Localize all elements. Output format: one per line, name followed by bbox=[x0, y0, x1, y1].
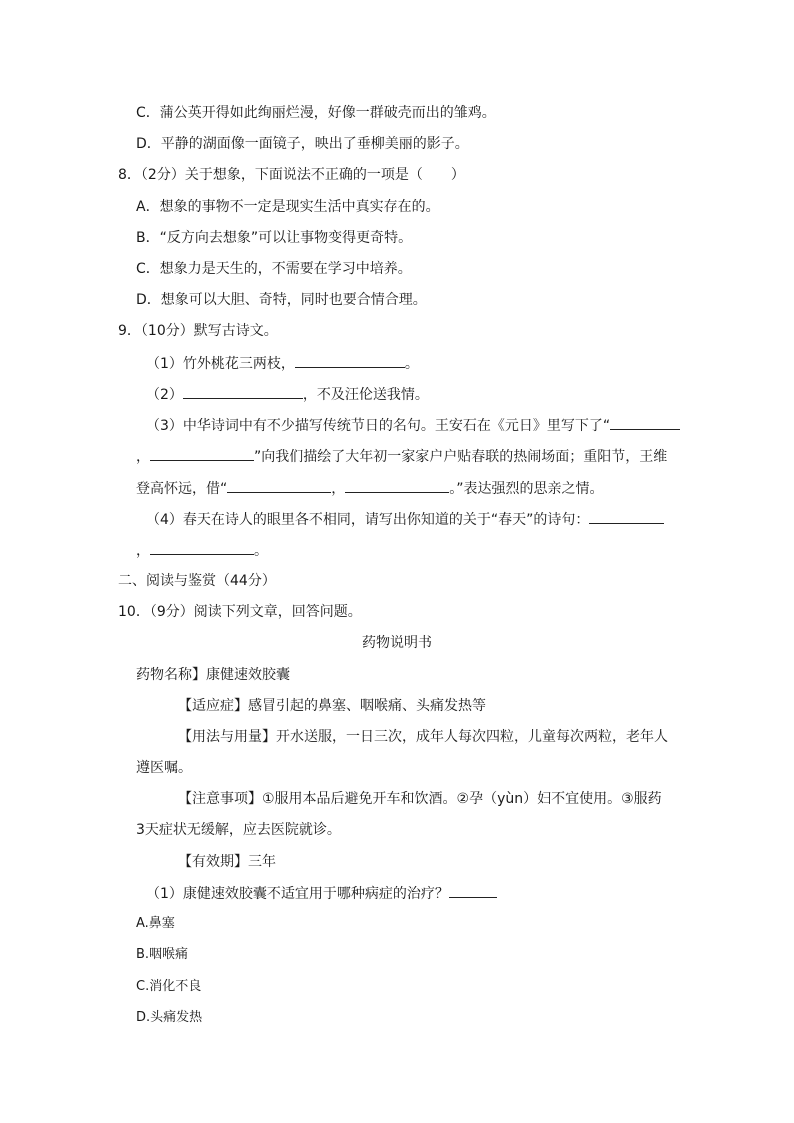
q9-item-3-line1 bbox=[146, 415, 680, 436]
q9-item-3-text: （3）中华诗词中有不少描写传统节日的名句。王安石在《元日》里写下了“ bbox=[146, 418, 611, 434]
q9-item-2-label: （2） bbox=[146, 387, 183, 403]
answer-blank[interactable] bbox=[449, 883, 497, 898]
q8-option-c: C．想象力是天生的，不需要在学习中培养。 bbox=[136, 261, 412, 277]
q9-item-4-end: 。 bbox=[254, 543, 268, 559]
q9-item-3-text2: ”向我们描绘了大年初一家家户户贴春联的热闹场面；重阳节，王维 bbox=[254, 449, 668, 465]
q9-item-2-text: ，不及汪伦送我情。 bbox=[302, 387, 429, 403]
q7-option-d: D．平静的湖面像一面镜子，映出了垂柳美丽的影子。 bbox=[136, 136, 469, 152]
q8-option-b: B．“反方向去想象”可以让事物变得更奇特。 bbox=[136, 230, 413, 246]
medicine-usage-line1: 【用法与用量】开水送服，一日三次，成年人每次四粒，儿童每次两粒，老年人 bbox=[178, 729, 668, 745]
q8-option-d: D．想象可以大胆、奇特，同时也要合情合理。 bbox=[136, 292, 427, 308]
q9-item-4-line2 bbox=[136, 540, 268, 561]
medicine-notes-line2: 3天症状无缓解，应去医院就诊。 bbox=[136, 822, 341, 838]
q8-stem: 8．（2分）关于想象，下面说法不正确的一项是（ ） bbox=[118, 167, 465, 183]
q7-option-c: C．蒲公英开得如此绚丽烂漫，好像一群破壳而出的雏鸡。 bbox=[136, 105, 496, 121]
q9-item-3-comma2: ， bbox=[331, 481, 346, 497]
q10-sub1 bbox=[146, 883, 497, 904]
answer-blank[interactable] bbox=[589, 509, 664, 524]
q10-sub1-text: （1）康健速效胶囊不适宜用于哪种病症的治疗？ bbox=[146, 886, 449, 902]
q10-option-d: D.头痛发热 bbox=[136, 1010, 203, 1025]
q9-item-3-line2 bbox=[136, 446, 667, 467]
medicine-usage-line2: 遵医嘱。 bbox=[136, 760, 192, 776]
answer-blank[interactable] bbox=[150, 540, 254, 555]
q9-item-3-text4: 。”表达强烈的思亲之情。 bbox=[449, 481, 604, 497]
q9-item-3-line3 bbox=[136, 478, 604, 499]
medicine-indication: 【适应症】感冒引起的鼻塞、咽喉痛、头痛发热等 bbox=[178, 698, 486, 714]
answer-blank[interactable] bbox=[150, 446, 254, 461]
q9-item-1-text: （1）竹外桃花三两枝， bbox=[146, 356, 295, 372]
q9-item-3-text3: 登高怀远，借“ bbox=[136, 481, 228, 497]
q9-item-1 bbox=[146, 353, 419, 374]
q9-item-4-line1 bbox=[146, 509, 664, 530]
q9-item-4-text: （4）春天在诗人的眼里各不相同，请写出你知道的关于“春天”的诗句： bbox=[146, 512, 590, 528]
medicine-notes-line1: 【注意事项】①服用本品后避免开车和饮酒。②孕（yùn）妇不宜使用。③服药 bbox=[178, 791, 662, 807]
q10-option-a: A.鼻塞 bbox=[136, 916, 175, 931]
q8-option-a: A．想象的事物不一定是现实生活中真实存在的。 bbox=[136, 199, 440, 215]
q9-item-2 bbox=[146, 384, 429, 405]
q10-stem: 10．（9分）阅读下列文章，回答问题。 bbox=[118, 604, 362, 620]
answer-blank[interactable] bbox=[183, 384, 303, 399]
q9-item-4-comma: ， bbox=[136, 543, 150, 559]
q9-item-1-end: 。 bbox=[404, 356, 419, 372]
q9-stem: 9．（10分）默写古诗文。 bbox=[118, 323, 278, 339]
q10-option-b: B.咽喉痛 bbox=[136, 947, 189, 962]
answer-blank[interactable] bbox=[345, 478, 449, 493]
medicine-validity: 【有效期】三年 bbox=[178, 854, 276, 870]
section-heading: 二、阅读与鉴赏（44分） bbox=[118, 573, 276, 589]
q9-item-3-comma: ， bbox=[136, 449, 150, 465]
q10-option-c: C.消化不良 bbox=[136, 979, 202, 994]
answer-blank[interactable] bbox=[295, 353, 405, 368]
medicine-name: 药物名称】康健速效胶囊 bbox=[136, 667, 290, 683]
answer-blank[interactable] bbox=[610, 415, 680, 430]
answer-blank[interactable] bbox=[227, 478, 331, 493]
article-title: 药物说明书 bbox=[362, 635, 432, 651]
